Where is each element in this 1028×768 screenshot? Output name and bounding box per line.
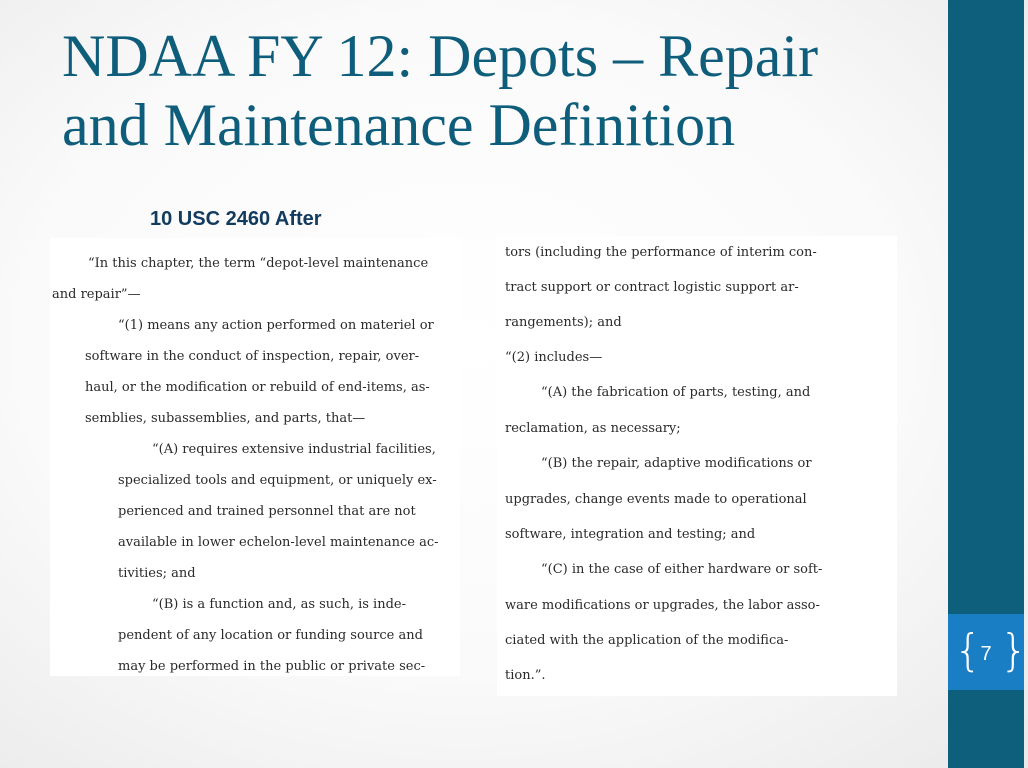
page-number: 7 — [980, 643, 992, 665]
statute-line: software in the conduct of inspection, repair, over- — [85, 349, 420, 364]
statute-line: “(A) the fabrication of parts, testing, and — [541, 385, 811, 400]
statute-line: rangements); and — [505, 315, 622, 330]
statute-line: ciated with the application of the modifica- — [505, 633, 789, 648]
statute-line: upgrades, change events made to operational — [505, 492, 807, 507]
slide-subtitle: 10 USC 2460 After — [150, 208, 322, 230]
statute-line: ware modifications or upgrades, the labor asso- — [505, 598, 820, 613]
statute-line: “(C) in the case of either hardware or soft- — [541, 562, 823, 577]
slide-title-line-1: NDAA FY 12: Depots – Repair — [62, 23, 819, 89]
statute-line: “(2) includes— — [505, 350, 603, 365]
statute-line: perienced and trained personnel that are not — [118, 504, 416, 519]
statute-line: tors (including the performance of interim con- — [505, 245, 817, 260]
statute-scan-left — [50, 238, 460, 676]
statute-line: reclamation, as necessary; — [505, 421, 681, 436]
right-brace-icon: } — [1000, 625, 1028, 676]
statute-line: “(B) is a function and, as such, is inde- — [152, 597, 406, 612]
statute-line: semblies, subassemblies, and parts, that— — [85, 411, 366, 426]
statute-line: tract support or contract logistic support ar- — [505, 280, 799, 295]
statute-line: haul, or the modification or rebuild of end-items, as- — [85, 380, 430, 395]
statute-line: may be performed in the public or private sec- — [118, 659, 426, 674]
statute-line: and repair”— — [52, 287, 141, 302]
statute-scan-right — [497, 236, 897, 696]
slide-title — [62, 22, 942, 160]
statute-line: tion.”. — [505, 668, 546, 683]
statute-line: tivities; and — [118, 566, 196, 581]
statute-line: available in lower echelon-level maintenance ac- — [118, 535, 439, 550]
statute-line: “(B) the repair, adaptive modifications or — [541, 456, 812, 471]
statute-line: “In this chapter, the term “depot-level maintenance — [88, 256, 429, 271]
left-brace-icon: { — [954, 625, 982, 676]
slide-title-line-2: and Maintenance Definition — [62, 92, 736, 158]
statute-line: pendent of any location or funding source and — [118, 628, 423, 643]
statute-line: “(1) means any action performed on materiel or — [118, 318, 434, 333]
statute-line: specialized tools and equipment, or uniquely ex- — [118, 473, 437, 488]
statute-line: software, integration and testing; and — [505, 527, 756, 542]
statute-line: “(A) requires extensive industrial facilities, — [152, 442, 436, 457]
